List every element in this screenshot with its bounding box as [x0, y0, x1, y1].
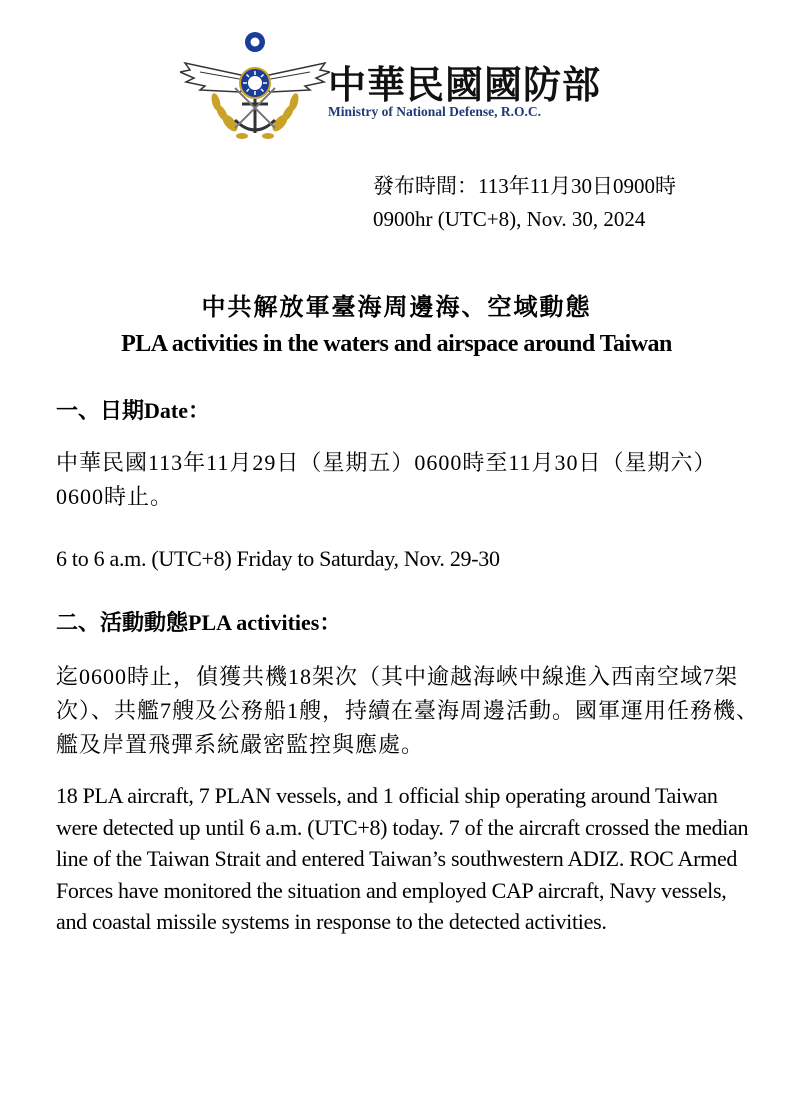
section-date-heading: 一、日期Date： [56, 398, 210, 423]
page-title-en: PLA activities in the waters and airspace around Taiwan [121, 331, 672, 357]
mnd-emblem-icon [180, 28, 330, 148]
org-name-en: Ministry of National Defense, R.O.C. [328, 104, 541, 119]
section-activities-body-zh: 迄0600時止，偵獲共機18架次（其中逾越海峽中線進入西南空域7架次）、共艦7艘及公務船1艘，持續在臺海周邊活動。國軍運用任務機、艦及岸置飛彈系統嚴密監控與應處。 [56, 664, 760, 757]
release-time-en: 0900hr (UTC+8), Nov. 30, 2024 [373, 207, 646, 231]
org-name-zh: 中華民國國防部 [328, 63, 602, 107]
page-title [0, 290, 793, 362]
page-title-zh: 中共解放軍臺海周邊海、空域動態 [201, 295, 592, 321]
release-time-zh: 發布時間：113年11月30日0900時 [373, 174, 676, 198]
section-activities-heading: 二、活動動態PLA activities： [56, 610, 342, 635]
section-activities-body-en: 18 PLA aircraft, 7 PLAN vessels, and 1 official ship operating around Taiwan were detected up until 6 a.m. (UTC+8) today. 7 of the aircraft crossed the median line of the Taiwan Strait and entered Taiwan’s southwestern ADIZ. ROC Armed Forces have monitored the situation and employed CAP aircraft, Navy vessels, and coastal missile systems in response to the detected activities. [56, 783, 749, 934]
release-time [373, 170, 676, 236]
section-date-body-zh: 中華民國113年11月29日（星期五）0600時至11月30日（星期六）0600時止。 [56, 450, 717, 509]
section-date-body-en: 6 to 6 a.m. (UTC+8) Friday to Saturday, Nov. 29-30 [56, 546, 500, 571]
